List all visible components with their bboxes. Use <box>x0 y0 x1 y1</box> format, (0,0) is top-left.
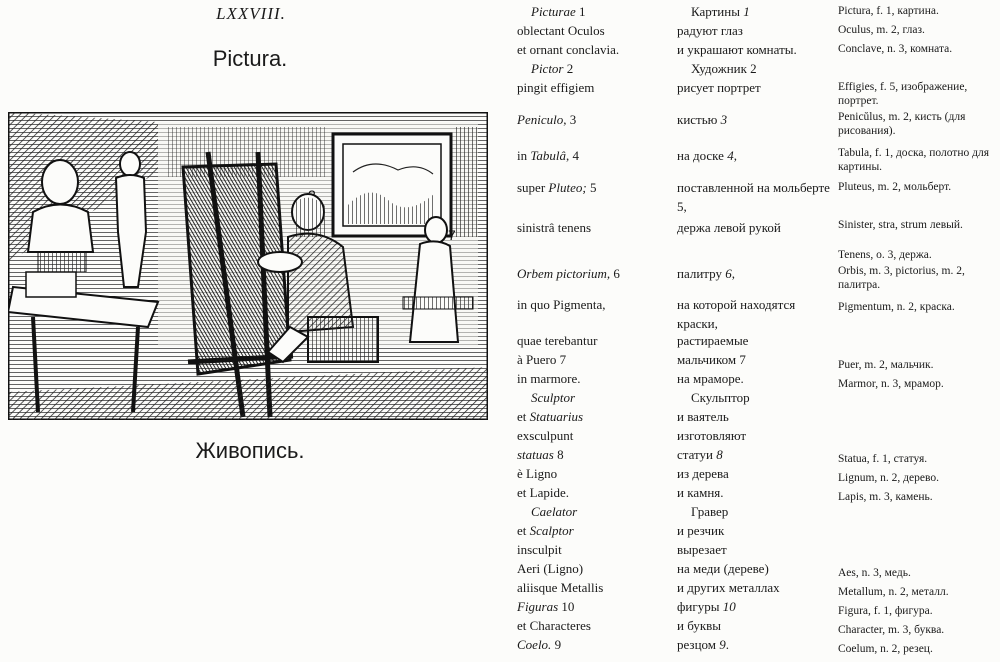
latin-line <box>517 540 667 559</box>
russian-line-segment: , <box>733 148 737 163</box>
latin-line-segment: 8 <box>553 447 564 462</box>
latin-line-segment: Picturae <box>531 4 576 19</box>
russian-line <box>677 483 835 502</box>
latin-line <box>517 597 667 616</box>
lesson-number: LXXVIII. <box>216 4 286 23</box>
russian-line <box>677 78 835 97</box>
russian-line <box>677 40 835 59</box>
latin-line-segment: Scalptor <box>529 523 574 538</box>
russian-line-segment: на мраморе. <box>677 371 744 386</box>
latin-line <box>517 59 667 78</box>
glossary-entry: Coelum, n. 2, резец. <box>838 643 933 655</box>
russian-line-segment: на доске <box>677 148 728 163</box>
latin-line <box>517 350 667 369</box>
russian-line-segment: кистью <box>677 112 721 127</box>
russian-line <box>677 635 835 654</box>
russian-line-segment: , <box>731 266 735 281</box>
latin-line-segment: aliisque Metallis <box>517 580 604 595</box>
russian-line <box>677 426 835 445</box>
latin-line-segment: super <box>517 180 549 195</box>
russian-line <box>677 407 835 426</box>
glossary-entry: Sinister, stra, strum левый. <box>838 219 963 231</box>
russian-line <box>677 502 835 521</box>
latin-line <box>517 295 667 314</box>
latin-line <box>517 616 667 635</box>
russian-line-segment: радуют глаз <box>677 23 743 38</box>
russian-line <box>677 110 835 129</box>
russian-line-segment: 10 <box>722 599 736 614</box>
latin-line-segment: 10 <box>558 599 575 614</box>
latin-line <box>517 146 667 165</box>
latin-line-segment: 6 <box>610 266 620 281</box>
latin-line-segment: Caelator <box>531 504 578 519</box>
latin-line <box>517 331 667 350</box>
russian-line-segment: вырезает <box>677 542 727 557</box>
latin-title: Pictura. <box>212 46 288 71</box>
russian-line <box>677 350 835 369</box>
russian-line <box>677 578 835 597</box>
russian-line <box>677 59 835 78</box>
latin-line-segment: in <box>517 148 531 163</box>
russian-line-segment: резцом <box>677 637 720 652</box>
latin-line <box>517 218 667 237</box>
glossary-entry: Orbis, m. 3, pictorius, m. 2, палитра. <box>838 265 965 291</box>
russian-line-segment: изготовляют <box>677 428 747 443</box>
latin-line-segment: , 3 <box>563 112 577 127</box>
latin-line <box>517 78 667 97</box>
glossary-entry: Pigmentum, n. 2, краска. <box>838 301 955 313</box>
latin-line-segment: in quo Pigmenta, <box>517 297 606 312</box>
russian-line <box>677 218 835 237</box>
russian-line <box>677 464 835 483</box>
russian-line-segment: поставленной на мольберте 5, <box>677 180 830 215</box>
latin-line-segment: in marmore. <box>517 371 581 386</box>
latin-line-segment: o <box>556 112 564 127</box>
russian-line-segment: и украшают комнаты. <box>677 42 797 57</box>
glossary-entry: Marmor, n. 3, мрамор. <box>838 378 944 390</box>
glossary-entry: Oculus, m. 2, глаз. <box>838 24 925 36</box>
russian-line-segment: и ваятель <box>677 409 729 424</box>
glossary-entry: Lignum, n. 2, дерево. <box>838 472 939 484</box>
russian-line-segment: 4 <box>727 148 734 163</box>
latin-line-segment: Tabulâ <box>530 148 567 163</box>
latin-line-segment: 5 <box>586 180 597 195</box>
russian-line-segment: и буквы <box>677 618 722 633</box>
russian-line-segment: Картины <box>691 4 744 19</box>
russian-line-segment: 8 <box>716 447 723 462</box>
latin-line <box>517 21 667 40</box>
russian-line-segment: палитру <box>677 266 726 281</box>
latin-line <box>517 110 667 129</box>
latin-line-segment: et <box>517 523 530 538</box>
latin-line <box>517 464 667 483</box>
russian-line-segment: 9 <box>719 637 726 652</box>
latin-line <box>517 578 667 597</box>
latin-line <box>517 502 667 521</box>
russian-line <box>677 597 835 616</box>
latin-line-segment: et Lapide. <box>517 485 569 500</box>
glossary-entry: Puer, m. 2, мальчик. <box>838 359 934 371</box>
latin-line-segment: sinistrâ tenens <box>517 220 592 235</box>
russian-line <box>677 388 835 407</box>
latin-line <box>517 388 667 407</box>
russian-line-segment: мальчиком 7 <box>677 352 746 367</box>
russian-line-segment: Скульптор <box>691 390 750 405</box>
russian-line-segment: 6 <box>725 266 732 281</box>
glossary-entry: Tenens, o. 3, держа. <box>838 249 932 261</box>
latin-line-segment: et <box>517 409 530 424</box>
latin-line-segment: Pictor <box>531 61 564 76</box>
russian-line-segment: растираемые <box>677 333 749 348</box>
russian-line <box>677 21 835 40</box>
russian-line-segment: на меди (дереве) <box>677 561 769 576</box>
russian-line-segment: 3 <box>720 112 728 127</box>
russian-line <box>677 445 835 464</box>
latin-line <box>517 264 667 283</box>
russian-line-segment: и других металлах <box>677 580 780 595</box>
russian-line <box>677 559 835 578</box>
latin-line-segment: Figuras <box>517 599 559 614</box>
russian-line <box>677 331 835 350</box>
latin-line <box>517 559 667 578</box>
latin-line <box>517 2 667 21</box>
latin-line-segment: , 4 <box>566 148 580 163</box>
latin-line-segment: exsculpunt <box>517 428 574 443</box>
marker-7: 7 <box>448 227 456 243</box>
russian-line-segment: на которой находятся краски, <box>677 297 796 332</box>
latin-line-segment: pingit effigiem <box>517 80 595 95</box>
latin-line-segment: quae terebantur <box>517 333 598 348</box>
glossary-entry: Conclave, n. 3, комната. <box>838 43 953 55</box>
latin-line <box>517 521 667 540</box>
glossary-entry: Aes, n. 3, медь. <box>838 567 911 579</box>
latin-line-segment: et ornant conclavia. <box>517 42 620 57</box>
glossary-entry: Tabula, f. 1, доска, полотно для картины. <box>838 147 989 173</box>
latin-line-segment: Pluteo; <box>548 180 587 195</box>
glossary-entry: Effigies, f. 5, изображение, портрет. <box>838 81 968 107</box>
latin-line <box>517 178 667 197</box>
glossary-entry: Statua, f. 1, статуя. <box>838 453 928 465</box>
latin-line <box>517 426 667 445</box>
russian-line-segment: фигуры <box>677 599 723 614</box>
russian-line-segment: . <box>725 637 729 652</box>
latin-line-segment: Coelo. <box>517 637 552 652</box>
latin-line-segment: 2 <box>563 61 574 76</box>
latin-line-segment: è Ligno <box>517 466 558 481</box>
russian-line <box>677 264 835 283</box>
latin-line <box>517 445 667 464</box>
russian-line <box>677 295 835 333</box>
latin-line-segment: Aeri (Ligno) <box>517 561 584 576</box>
russian-line-segment: держа левой рукой <box>677 220 781 235</box>
glossary-entry: Character, m. 3, буква. <box>838 624 945 636</box>
glossary-entry: Figura, f. 1, фигура. <box>838 605 933 617</box>
latin-line <box>517 369 667 388</box>
latin-line-segment: statuas <box>517 447 554 462</box>
russian-line-segment: и резчик <box>677 523 725 538</box>
russian-line <box>677 616 835 635</box>
woodcut-illustration <box>8 112 488 420</box>
glossary-entry: Pictura, f. 1, картина. <box>838 5 939 17</box>
latin-line <box>517 40 667 59</box>
russian-line <box>677 540 835 559</box>
latin-line-segment: 9 <box>551 637 562 652</box>
russian-line <box>677 369 835 388</box>
russian-line <box>677 521 835 540</box>
latin-line-segment: 1 <box>575 4 586 19</box>
latin-line <box>517 407 667 426</box>
russian-line-segment: и камня. <box>677 485 724 500</box>
russian-line-segment: 1 <box>743 4 750 19</box>
latin-line <box>517 483 667 502</box>
russian-line-segment: статуи <box>677 447 717 462</box>
russian-line-segment: рисует портрет <box>677 80 761 95</box>
glossary-entry: Penicŭlus, m. 2, кисть (для рисования). <box>838 111 966 137</box>
russian-line <box>677 178 835 216</box>
latin-line-segment: Sculptor <box>531 390 576 405</box>
russian-line-segment: из дерева <box>677 466 729 481</box>
glossary-entry: Lapis, m. 3, камень. <box>838 491 933 503</box>
russian-line-segment: Гравер <box>691 504 729 519</box>
latin-line-segment: insculpit <box>517 542 562 557</box>
latin-line-segment: Penicul <box>517 112 557 127</box>
glossary-entry: Metallum, n. 2, металл. <box>838 586 949 598</box>
russian-line <box>677 146 835 165</box>
glossary-entry: Pluteus, m. 2, мольберт. <box>838 181 952 193</box>
russian-line-segment: Художник 2 <box>691 61 757 76</box>
russian-line <box>677 2 835 21</box>
latin-line-segment: oblectant Oculos <box>517 23 605 38</box>
latin-line <box>517 635 667 654</box>
russian-title: Живопись. <box>195 438 305 463</box>
latin-line-segment: Orbem pictorium, <box>517 266 611 281</box>
latin-line-segment: Statuarius <box>529 409 584 424</box>
latin-line-segment: à Puero 7 <box>517 352 567 367</box>
latin-line-segment: et Characteres <box>517 618 591 633</box>
